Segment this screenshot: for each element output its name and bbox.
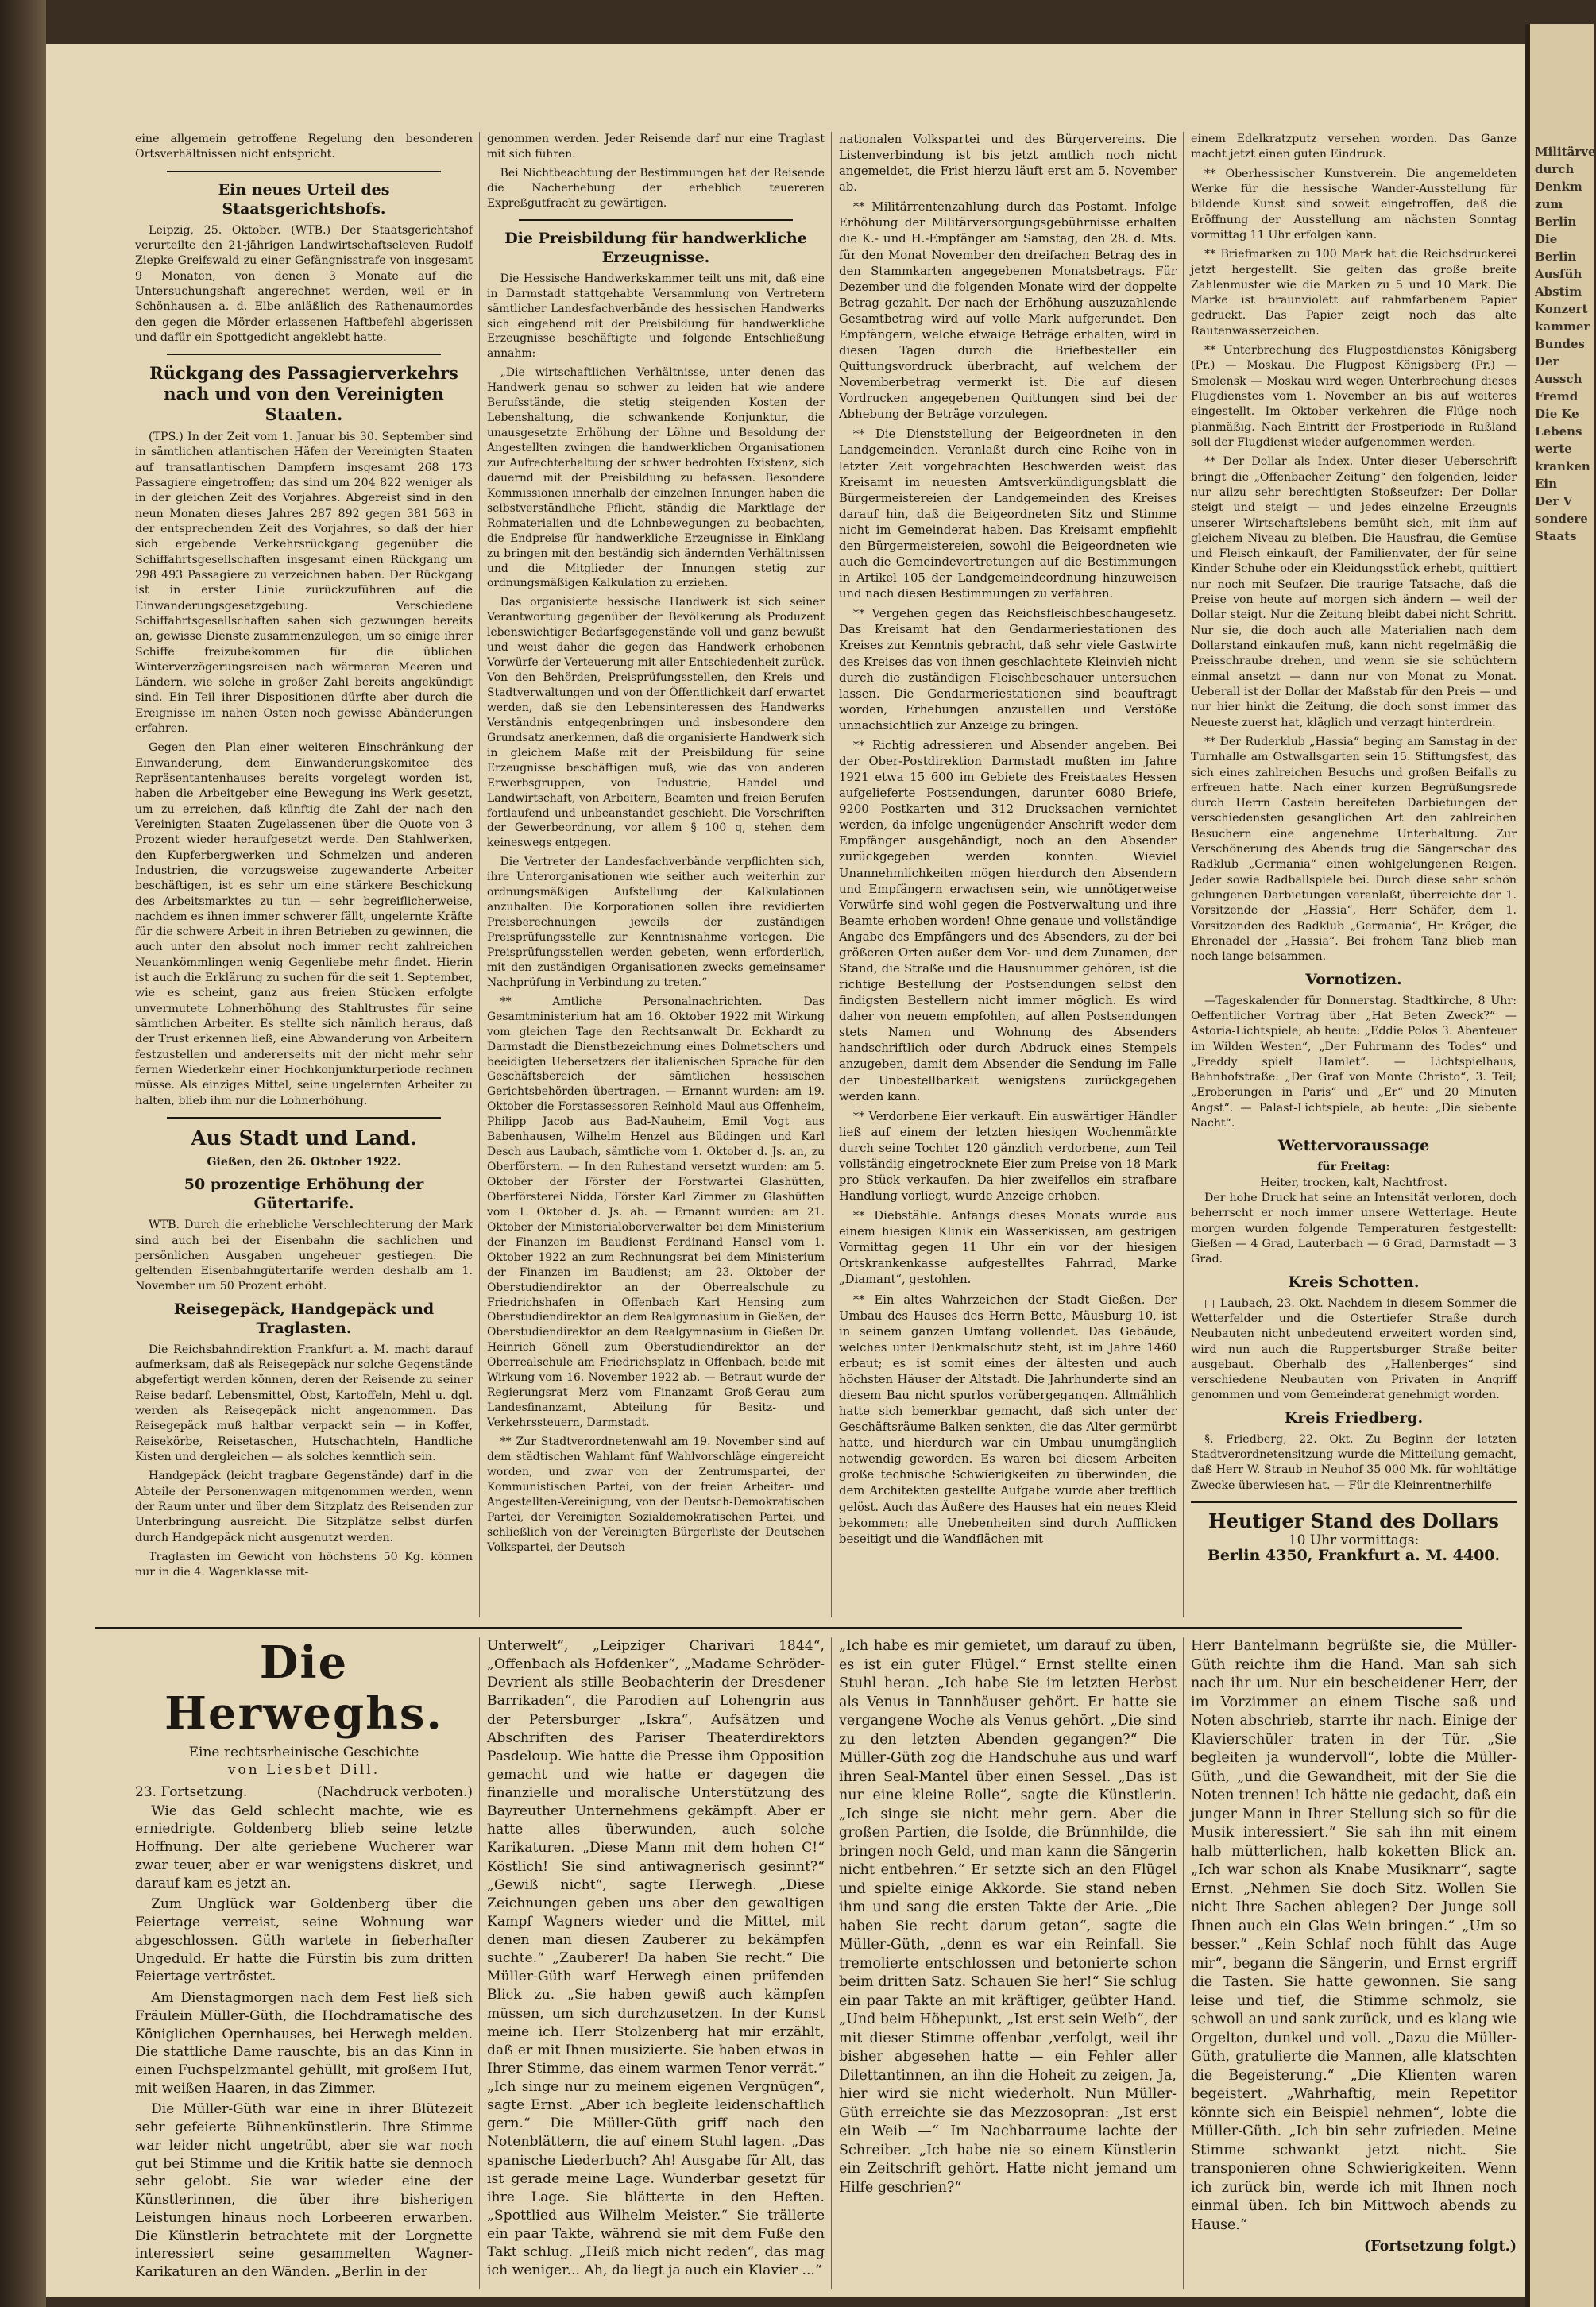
article-briefmarken: ** Briefmarken zu 100 Mark hat die Reichsdruckerei jetzt hergestellt. Sie gelten das große breite Zahlenmuster wie die Marken zu 5 und 10 Mark. Die Marke ist braunviolett auf rahmfarbenem Papier gedruckt. Das Papier zeigt noch das alte Rautenwasserzeichen. xyxy=(1191,248,1517,338)
lead-paragraph: eine allgemein getroffene Regelung den besonderen Ortsverhältnissen nicht entspricht. xyxy=(135,133,473,161)
headline-rueckgang: Rückgang des Passagierverkehrs nach und von den Vereinigten Staaten. xyxy=(149,363,458,425)
article-preisbildung-1: Die Hessische Handwerkskammer teilt uns mit, daß eine in Darmstadt stattgehabte Versammlung von Vertretern sämtlicher Landesfachverbände des hessischen Handwerks sich eingehend mit der Preisbildung für handwerkliche Erzeugnisse beschäftigte und folgende Entschließung annahm: xyxy=(487,272,825,361)
headline-kreis-schotten: Kreis Schotten. xyxy=(1288,1273,1420,1291)
serial-column-1 xyxy=(135,1637,473,2284)
article-guetertarife: WTB. Durch die erhebliche Verschlechterung der Mark sind auch bei der Eisenbahn die sachlichen und persönlichen Ausgaben ungeheuer gestiegen. Die geltenden Eisenbahngütertarife werden deshalb am 1. November um 50 Prozent erhöht. xyxy=(135,1219,473,1293)
serial-subtitle: Eine rechtsrheinische Geschichte xyxy=(188,1745,419,1760)
serial-paragraph: Herr Bantelmann begrüßte sie, die Müller-Güth reichte ihm die Hand. Man sah sich nach ihr um. Nur ein bescheidener Herr, der im Vorzimmer an einem Tische saß und Noten abschrieb, starrte ihr nach. Einige der Klavierschüler traten in der Tür. „Sie begleiten ja wundervoll“, lobte die Müller-Güth, „und die Gewandheit, mit der Sie die Noten trennen! Ich hätte nie gedacht, daß ein junger Mann in Ihrer Stellung sich so für die Musik interessiert.“ Sie sah ihn mit einem halb mütterlichen, halb koketten Blick an. „Ich war schon als Knabe Musiknarr“, sagte Ernst. „Nehmen Sie doch Sitz. Wollen Sie nicht Ihre Sachen ablegen? Der Junge soll Ihnen auch ein Glas Wein bringen.“ „Um so besser.“ „Kein Schlaf noch fühlt das Auge mir“, begann die Sängerin, und Ernst ergriff die Tasten. Sie hatte gewonnen. Sie sang leise und tief, die Stimme schmolz, sie schwoll an und sank zurück, und es klang wie Orgelton, dunkel und voll. „Dazu die Müller-Güth, gratulierte die Mannen, alle klatschten die Begeisterung.“ „Die Klienten waren begeistert. „Wahrhaftig, mein Repetitor könnte sich ein Beispiel nehmen“, lobte die Müller-Güth. „Ich bin sehr zufrieden. Meine Stimme schwankt jetzt nicht. Sie transponieren ohne Schwierigkeiten. Wenn ich zurück bin, werde ich mit Ihnen noch einmal üben. Ich bin Mittwoch abends zu Hause.“ xyxy=(1191,1638,1517,2233)
serial-paragraph: Die Müller-Güth war eine in ihrer Blütezeit sehr gefeierte Bühnenkünstlerin. Ihre Stimme war leider nicht ungetrübt, aber sie war noch gut bei Stimme und die Kritik hatte sie dennoch sehr gelobt. Sie war wieder eine der Künstlerinnen, die über ihre bisherigen Leistungen hinaus noch Lorbeeren erwarben. Die Künstlerin betrachtete mit der Lorgnette interessiert seine gesammelten Wagner-Karikaturen an den Wänden. „Berlin in der xyxy=(135,2100,473,2280)
serial-column-2 xyxy=(487,1637,825,2283)
serial-column-3 xyxy=(839,1637,1177,2201)
article-kunstverein: ** Oberhessischer Kunstverein. Die angemeldeten Werke für die hessische Wander-Ausstellung für bildende Kunst sind soweit eingetroffen, daß die Eröffnung der Ausstellung am nächsten Sonntag vormittag 11 Uhr erfolgen kann. xyxy=(1191,167,1517,242)
article-eier: ** Verdorbene Eier verkauft. Ein auswärtiger Händler ließ auf einem der letzten hiesigen Wochenmärkte durch seine Tochter 120 gänzlich verdorbene, zum Teil vollständig eingetrocknete Eier zum Preise von 18 Mark pro Stück verkaufen. Da hier zweifellos ein strafbare Handlung vorliegt, wurde Anzeige erhoben. xyxy=(839,1109,1177,1204)
column-4 xyxy=(1191,132,1517,1564)
article-laubach: □ Laubach, 23. Okt. Nachdem in diesem Sommer die Wetterfelder und die Ostertiefer Straße durch Neubauten nicht unbedeutend erweitert worden sind, wird nun auch die Ruppertsburger Straße beiter ausgebaut. Oberhalb des „Hallenberges“ sind verschiedene Neubauten von Privaten in Angriff genommen und vom Gemeinderat genehmigt worden. xyxy=(1191,1296,1517,1402)
column-rule xyxy=(519,219,793,221)
serial-paragraph: Unterwelt“, „Leipziger Charivari 1844“, „Offenbach als Hofdenker“, „Madame Schröder-Devrient als stille Beobachterin der Dresdener Barrikaden“, die Parodien auf Lohengrin aus der Petersburger „Iskra“, Aufsätzen und Abschriften des Pariser Theaterdirektors Pasdeloup. Wie hatte die Presse ihm Opposition gemacht und wie hatte er dagegen die finanzielle und moralische Unterstützung des Bayreuther Unternehmens gekämpft. Aber er hatte alles überwunden, auch solche Karikaturen. „Diese Mann mit dem hohen C!“ Köstlich! Sie sind antiwagnerisch gesinnt?“ „Gewiß nicht“, sagte Herwegh. „Diese Zeichnungen geben uns aber den gewaltigen Kampf Wagners wieder und die Mittel, mit denen man diesen Zauberer zu bekämpfen suchte.“ „Zauberer! Da haben Sie recht.“ Die Müller-Güth warf Herwegh einen prüfenden Blick zu. „Sie haben gewiß auch kämpfen müssen, um sich durchzusetzen. In der Kunst meine ich. Herr Stolzenberg hat mir erzählt, daß er mit Ihnen musizierte. Sie haben etwas in Ihrer Stimme, das einem warmen Tenor verrät.“ „Ich singe nur zu meinem eigenen Vergnügen“, sagte Ernst. „Aber ich begleite leidenschaftlich gern.“ Die Müller-Güth griff nach den Notenblättern, die auf einem Stuhl lagen. „Das spanische Liederbuch? Ah! Ausgabe für Alt, das ist gerade meine Lage. Wunderbar gesetzt für ihre Lage. Sie blätterte in den Heften. „Spottlied aus Wilhelm Meister.“ Sie trällerte ein paar Takte, während sie mit dem Fuße den Takt schlug. „Heiß mich nicht reden“, das mag ich weniger... Ah, da liegt ja auch ein Klavier ...“ xyxy=(487,1638,825,2279)
dateline: Gießen, den 26. Oktober 1922. xyxy=(207,1155,401,1169)
column-separator xyxy=(831,1637,832,2289)
article-adressieren: ** Richtig adressieren und Absender angeben. Bei der Ober-Postdirektion Darmstadt mußten im Jahre 1921 etwa 15 600 im Gebiete des Freistaates Hessen aufgelieferte Postsendungen, darunter 6080 Briefe, 9200 Postkarten und 312 Drucksachen vernichtet werden, da infolge ungenügender Anschrift weder dem Empfänger ausgehändigt, noch an den Absender zurückgegeben werden konnten. Wieviel Unannehmlichkeiten mögen hierdurch den Absendern und Empfängern erwachsen sein, wie unnötigerweise Vorwürfe sind wohl gegen die Postverwaltung und ihre Beamte erhoben worden! Ohne genaue und vollständige Angabe des Empfängers und des Absenders, zu der bei größeren Orten außer dem Vor- und dem Zunamen, der Stand, die Straße und die Hausnummer gehören, ist die richtige Bestellung der Postsendungen selbst den findigsten Bestellern nicht immer möglich. Es wird daher von neuem empfohlen, auf allen Postsendungen stets Namen und Wohnung des Absenders handschriftlich oder durch Abdruck eines Stempels anzugeben, damit dem Absender die Sendung im Falle der Unbestellbarkeit wenigstens zurückgegeben werden kann. xyxy=(839,738,1177,1103)
headline-kreis-friedberg: Kreis Friedberg. xyxy=(1284,1409,1424,1427)
article-ruderklub: ** Der Ruderklub „Hassia“ beging am Samstag in der Turnhalle am Ostwallsgarten sein 15. Stiftungsfest, das sich eines zahlreichen Besuchs und großen Beifalls zu erfreuen hatte. Nach einer kurzen Begrüßungsrede durch Herrn Castein bereiteten Darbietungen der verschiedensten gesanglichen Art den zahlreichen Besuchern eine angenehme Unterhaltung. Zur Verschönerung des Abends trug die Sängerschar des Radklub „Germania“ einen wohlgelungenen Reigen. Jeder sowie Radballspiele bei. Durch diese sehr schön gelungenen Darbietungen veranlaßt, überreichte der 1. Vorsitzende der „Hassia“, Herr Schäfer, dem 1. Vorsitzenden des Radklub „Germania“, Hr. Kröger, die Ehrenadel der „Hassia“. Bei frohem Tanz blieb man noch lange beisammen. xyxy=(1191,735,1517,964)
serial-continued: (Fortsetzung folgt.) xyxy=(1363,2239,1517,2255)
headline-preisbildung: Die Preisbildung für handwerkliche Erzeugnisse. xyxy=(504,229,807,266)
dollar-title: Heutiger Stand des Dollars xyxy=(1208,1509,1499,1532)
headline-urteil: Ein neues Urteil des Staatsgerichtshofs. xyxy=(218,180,390,218)
article-dollar-index: ** Der Dollar als Index. Unter dieser Ueberschrift bringt die „Offenbacher Zeitung“ den folgenden, leider nur allzu sehr berechtigten Stoßseufzer: Der Dollar steigt und steigt — und jedes einzelne Erzeugnis unserer Wirtschaftslebens bemüht sich, mit ihm auf gleichem Niveau zu bleiben. Die Hausfrau, die Gemüse und Fleisch einkauft, der Familienvater, der für seine Kinder Schuhe oder ein Kleidungsstück erhebt, quittiert nur noch mit Seufzer. Die traurige Tatsache, daß die Preise von heute auf morgen sich ändern — weil der Dollar steigt. Nur die Zeitung bleibt dabei nicht Schritt. Nur sie, die doch auch alle Materialien nach dem Dollarstand einkaufen muß, kann nicht regelmäßig die Preisschraube drehen, und wenn sie sie schüchtern einmal ansetzt — dann nur von Monat zu Monat. Ueberall ist der Dollar der Maßstab für den Preis — und nur hier hinkt die Zeitung, die doch sonst immer das Neueste zuerst hat, kläglich und verzagt hinterdrein. xyxy=(1191,455,1517,729)
column-separator xyxy=(1183,132,1184,1617)
article-wetter: Der hohe Druck hat seine an Intensität verloren, doch beherrscht er noch immer unsere Wetterlage. Heute morgen wurden folgende Temperaturen festgestellt: Gießen — 4 Grad, Lauterbach — 6 Grad, Darmstadt — 3 Grad. xyxy=(1191,1192,1517,1266)
continued-text: genommen werden. Jeder Reisende darf nur eine Traglast mit sich führen. xyxy=(487,133,825,160)
article-beigeordnete: ** Die Dienststellung der Beigeordneten in den Landgemeinden. Veranlaßt durch eine Reihe von in letzter Zeit vorgebrachten Beschwerden weist das Kreisamt im neuesten Amtsverkündigungsblatt die Bürgermeistereien der Landgemeinden des Kreises darauf hin, daß die Beigeordneten Sitz und Stimme nicht im Gemeinderat haben. Das Kreisamt empfiehlt den Bürgermeistereien, sowohl die Beigeordneten wie auch die Gemeindevertretungen auf die Bestimmungen in Artikel 105 der Landgemeindeordnung hinzuweisen und nach diesen Bestimmungen zu verfahren. xyxy=(839,427,1177,601)
continued-text: einem Edelkratzputz versehen worden. Das Ganze macht jetzt einen guten Eindruck. xyxy=(1191,133,1517,161)
headline-wetter: Wettervoraussage xyxy=(1277,1137,1430,1155)
headline-vornotizen: Vornotizen. xyxy=(1305,970,1402,988)
section-title-stadt-und-land: Aus Stadt und Land. xyxy=(191,1126,417,1150)
article-preisbildung-3: Das organisierte hessische Handwerk ist sich seiner Verantwortung gegenüber der Bevölkerung als Produzent lebenswichtiger Bedarfsgegenstände voll und ganz bewußt und weist daher die gegen das Handwerk erhobenen Vorwürfe der Verteuerung mit aller Entschiedenheit zurück. Von den Behörden, Preisprüfungsstellen, den Kreis- und Stadtverwaltungen und von der Öffentlichkeit darf erwartet werden, daß sie den Lebensinteressen des Handwerks Verständnis entgegenbringen und insbesondere den Grundsatz anerkennen, daß die organisierte Handwerk sich in gleichem Maße mit der Preisbildung für seine Erzeugnisse beschäftigen muß, wie das von anderen Erwerbsgruppen, von Industrie, Handel und Landwirtschaft, von Arbeitern, Beamten und freien Berufen fortlaufend und unbeanstandet geschieht. Die Vorschriften der Gewerbeordnung, vor allem § 100 q, stehen dem keineswegs entgegen. xyxy=(487,596,825,850)
serial-paragraph: Wie das Geld schlecht machte, wie es erniedrigte. Goldenberg blieb seine letzte Hoffnung. Der alte geriebene Wucherer war zwar teuer, aber er war wenigstens diskret, und darauf kam es jetzt an. xyxy=(135,1802,473,1891)
article-friedberg: §. Friedberg, 22. Okt. Zu Beginn der letzten Stadtverordnetensitzung wurde die Mitteilung gemacht, daß Herr W. Straub in Neuhof 35 000 Mk. für wohltätige Zwecke überwiesen hat. — Für die Kleinrentnerhilfe xyxy=(1191,1432,1517,1492)
article-rueckgang-2: Gegen den Plan einer weiteren Einschränkung der Einwanderung, dem Einwanderungskomitee des Repräsentantenhauses bereits vorgelegt worden ist, haben die Arbeitgeber eine Bewegung ins Werk gesetzt, um zu erreichen, daß künftig die Zahl der nach den Vereinigten Staaten Zugelassenen über die Quote von 3 Prozent wieder heraufgesetzt werde. Den Stahlwerken, den Kupferbergwerken und Schmelzen und anderen Industrien, die vorzugsweise zugewanderte Arbeiter beschäftigen, ist es sehr um eine stärkere Beschickung des Arbeitsmarktes zu tun — sehr begreiflicherweise, nachdem es ihnen immer schwerer fällt, ungelernte Kräfte für die schwere Arbeit in ihren Betrieben zu gewinnen, die auch unter den absolut noch immer recht zahlreichen Neuankömmlingen wenig Gegenliebe mehr findet. Hierin ist auch die Erklärung zu suchen für die seit 1. September, wie es scheint, ganz aus freien Stücken erfolgte unvermutete Lohnerhöhung des Stahltrustes für seine sämtlichen Arbeiter. Es stellte sich nämlich heraus, daß der Trust erkennen ließ, eine Abwanderung von Arbeitern festzustellen und andererseits mit der nicht mehr sehr fernen Wiederkehr einer Hochkonjunkturperiode rechnen müsse. Als einziges Mittel, seine ungelernten Arbeiter zu halten, blieb ihm nur die Lohnerhöhung. xyxy=(135,741,473,1107)
serial-title: Die Herweghs. xyxy=(164,1637,443,1740)
headline-reisegepaeck: Reisegepäck, Handgepäck und Traglasten. xyxy=(173,1300,435,1337)
article-urteil: Leipzig, 25. Oktober. (WTB.) Der Staatsgerichtshof verurteilte den 21-jährigen Landwirtschaftseleven Rudolf Ziepke-Greifswald zu einer Gefängnisstrafe von insgesamt 9 Monaten, von denen 3 Monate auf die Untersuchungshaft angerechnet werden, weil er in Schönhausen a. d. Elbe anläßlich des Rathenaumordes den gegen die Mörder erlassenen Haftbefehl abgerissen und dafür ein Spottgedicht angeklebt hatte. xyxy=(135,223,473,344)
column-rule xyxy=(167,1117,441,1119)
serial-author: von Liesbet Dill. xyxy=(227,1762,381,1778)
column-separator xyxy=(479,1637,480,2289)
serial-paragraph: Zum Unglück war Goldenberg über die Feiertage verreist, seine Wohnung war abgeschlossen. Güth wartete in fieberhafter Ungeduld. Er hatte die Fürstin bis zum dritten Feiertage vertröstet. xyxy=(135,1895,473,1984)
article-militaerrente: ** Militärrentenzahlung durch das Postamt. Infolge Erhöhung der Militärversorgungsgebührnisse erhalten die K.- und H.-Empfänger am Samstag, den 28. d. Mts. für den Monat November den dreifachen Betrag des in den Stammkarten angegebenen Monatsbetrags. Für Dezember und die folgenden Monate wird der doppelte Betrag gezahlt. Der nach der Erhöhung auszuzahlende Gesamtbetrag wird auf volle Mark aufgerundet. Den Empfängern, welche etwaige Beträge erhalten, wird in diesen Tagen durch die Briefbesteller ein Quittungsvordruck überbracht, auf welchem der Novemberbetrag vermerkt ist. Die auf diesen Vordrucken angegebenen Quittungen sind bei der Abhebung der Beträge vorzulegen. xyxy=(839,200,1177,422)
article-flugpost: ** Unterbrechung des Flugpostdienstes Königsberg (Pr.) — Moskau. Die Flugpost Königsberg (Pr.) — Smolensk — Moskau wird wegen Unterbrechung dieses Flugdienstes vom 1. November an bis auf weiteres eingestellt. Im Oktober verkehren die Flüge noch planmäßig. Nach Eintritt der Frostperiode in Rußland soll der Flugdienst wieder aufgenommen werden. xyxy=(1191,344,1517,449)
article-diebstaehle: ** Diebstähle. Anfangs dieses Monats wurde aus einem hiesigen Klinik ein Wasserkissen, am gestrigen Vormittag gegen 11 Uhr ein vor der hiesigen Ortskrankenkasse aufgestelltes Fahrrad, Marke „Diamant“, gestohlen. xyxy=(839,1209,1177,1287)
wetter-forecast: Heiter, trocken, kalt, Nachtfrost. xyxy=(1260,1176,1447,1189)
article-tageskalender: —Tageskalender für Donnerstag. Stadtkirche, 8 Uhr: Oeffentlicher Vortrag über „Hat Beten Zweck?“ — Astoria-Lichtspiele, ab heute: „Eddie Polos 3. Abenteuer im Wilden Westen“, „Der Fuhrmann des Todes“ und „Freddy spielt Hamlet“. — Lichtspielhaus, Bahnhofstraße: „Der Graf von Monte Christo“, 3. Teil; „Eroberungen in Paris“ und „Er“ und 20 Minuten Angst“. — Palast-Lichtspiele, ab heute: „Die siebente Nacht“. xyxy=(1191,994,1517,1130)
article-personalnachrichten: ** Amtliche Personalnachrichten. Das Gesamtministerium hat am 16. Oktober 1922 mit Wirkung vom gleichen Tage den Rechtsanwalt Dr. Eckhardt zu Darmstadt die Dienstbezeichnung eines Dolmetschers und beeidigten Uebersetzers der italienischen Sprache für den Geschäftsbereich der sämtlichen hessischen Gerichtsbehörden übertragen. — Ernannt wurden: am 19. Oktober die Forstassessoren Reinhold Maul aus Offenheim, Philipp Jacob aus Bad-Nauheim, Emil Vogt aus Babenhausen, Wilhelm Henzel aus Büdingen und Karl Desch aus Laubach, sämtliche vom 1. Oktober d. Js. an, zu Oberförstern. — In den Ruhestand versetzt wurden: am 5. Oktober der Förster der Forstwartei Glashütten, Oberförsterei Nidda, Förster Karl Zimmer zu Glashütten vom 1. Oktober d. Js. ab. — Ernannt wurden: am 21. Oktober der Ministerialoberverwalter bei dem Ministerium der Finanzen im Baudienst Ferdinand Hansel vom 1. Oktober 1922 an zum Rechnungsrat bei dem Ministerium der Finanzen im Baudienst; am 23. Oktober der Oberstudiendirektor an der Oberrealschule zu Friedrichshafen in Offenbach Karl Hensing zum Oberstudiendirektor an dem Realgymnasium in Gießen, der Oberstudiendirektor an dem Realgymnasium in Gießen Dr. Heinrich Gönell zum Oberstudiendirektor an der Oberrealschule am Friedrichsplatz in Offenbach, beide mit Wirkung vom 16. November 1922 ab. — Betraut wurde der Regierungsrat Merz vom Finanzamt Groß-Gerau zum Landesfinanzamt, Abteilung für Besitz- und Verkehrssteuern, Darmstadt. xyxy=(487,995,825,1429)
scan-binding-edge xyxy=(0,0,46,2307)
column-rule xyxy=(167,354,441,355)
article-rueckgang-1: (TPS.) In der Zeit vom 1. Januar bis 30. September sind in sämtlichen atlantischen Häfen der Vereinigten Staaten auf transatlantischen Dampfern insgesamt 268 173 Passagiere eingetroffen; das sind um 204 822 weniger als in der gleichen Zeit des Vorjahres. Abgereist sind in den neun Monaten dieses Jahres 287 892 gegen 381 563 in der entsprechenden Zeit des Vorjahres, so daß der hier sich ergebende Verkehrsrückgang gegenüber die Schiffahrtsgesellschaften insgesamt einen Rückgang um 298 493 Passagiere zu verzeichnen haben. Der Rückgang ist in erster Linie zurückzuführen auf die Einwanderungsgesetzgebung. Verschiedene Schiffahrtsgesellschaften sahen sich gezwungen bereits an, gewisse Dienste zusammenzulegen, um so einige ihrer Schiffe freizubekommen für die üblichen Winterverzögerungsreisen nach wärmeren Meeren und Ländern, wie solche in großer Zahl bereits angekündigt sind. Ein Teil ihrer Dispositionen dürfte aber durch die Ereignisse im nahen Osten noch gewisse Abänderungen erfahren. xyxy=(135,431,473,736)
serial-paragraph: „Ich habe es mir gemietet, um darauf zu üben, es ist ein guter Flügel.“ Ernst stellte einen Stuhl heran. „Ich habe Sie im letzten Herbst als Venus in Tannhäuser gehört. Er hatte sie vergangene Woche als Venus gehört. „Die sind zu den letzten Abenden gegangen?“ Die Müller-Güth zog die Handschuhe aus und warf ihren Seal-Mantel über einen Sessel. „Das ist nur eine kleine Rolle“, sagte die Künstlerin. „Ich singe sie nicht mehr gern. Aber die großen Partien, die Isolde, die Brünnhilde, die bringen noch Geld, und man kann die Sängerin nicht entbehren.“ Er setzte sich an den Flügel und spielte einige Akkorde. Sie stand neben ihm und sang die ersten Takte der Arie. „Die haben Sie recht darum getan“, sagte die Müller-Güth, „denn es war ein Reinfall. Sie tremolierte entschlossen und betonierte schon beim dritten Satz. Schauen Sie her!“ Sie schlug ein paar Takte an mit kräftiger, geübter Hand. „Und beim Höhepunkt, „Ist erst sein Weib“, der mit dieser Stimme offenbar ‚verfolgt, weil ihr bisher abgesehen hatte — ein Fehler aller Dilettantinnen, an ihn die Hoheit zu zeigen, Ja, hier wird sie nicht wiederholt. Nun Müller-Güth erreichte sie das Mezzosopran: „Ist erst ein Weib —“ Im Nachbarraume lachte der Schreiber. „Ich habe nie so einem Künstlerin ein Zeitschrift gehört. Hatte nicht jemand um Hilfe geschrien?“ xyxy=(839,1638,1177,2196)
newspaper-page xyxy=(46,44,1525,2297)
continued-text: nationalen Volkspartei und des Bürgervereins. Die Listenverbindung ist bis jetzt amtlich noch nicht angemeldet, die Frist hierzu läuft erst am 5. November ab. xyxy=(839,133,1177,195)
adjacent-page-text: Militärve durch Denkm zum Berlin Die Berlin Ausfüh Abstim Konzert kammer Bundes Der Aussch Fremd Die Ke Lebens werte kranken Ein Der V sondere Staats xyxy=(1535,145,1596,543)
headline-guetertarife: 50 prozentige Erhöhung der Gütertarife. xyxy=(184,1176,424,1213)
wetter-subtitle: für Freitag: xyxy=(1317,1161,1390,1174)
article-stadtverordnetenwahl: ** Zur Stadtverordnetenwahl am 19. November sind auf dem städtischen Wahlamt fünf Wahlvorschläge eingereicht worden, und zwar von der Zentrumspartei, der Kommunistischen Partei, von der freien Arbeiter- und Angestellten-Vereinigung, von der Deutsch-Demokratischen Partei, der Vereinigten Sozialdemokratischen Partei, und schließlich von der Vereinigten Bürgerliste der Deutschen Volkspartei, der Deutsch- xyxy=(487,1435,825,1554)
column-rule xyxy=(167,171,441,172)
dollar-values: Berlin 4350, Frankfurt a. M. 4400. xyxy=(1207,1547,1501,1565)
article-reisegepaeck-2: Handgepäck (leicht tragbare Gegenstände) darf in die Abteile der Personenwagen mitgenommen werden, wenn der Raum unter und über dem Sitzplatz des Reisenden zur Unterbringung ausreicht. Die Sitzplätze selbst dürfen durch Handgepäck nicht ausgenutzt werden. xyxy=(135,1470,473,1544)
column-separator xyxy=(831,132,832,1617)
article-reisegepaeck-3: Traglasten im Gewicht von höchstens 50 Kg. können nur in die 4. Wagenklasse mit- xyxy=(135,1550,473,1579)
column-2 xyxy=(487,132,825,1559)
column-separator xyxy=(1183,1637,1184,2289)
feuilleton-divider xyxy=(95,1627,1462,1629)
serial-part-row xyxy=(135,1783,473,1802)
article-preisbildung-4: Die Vertreter der Landesfachverbände verpflichten sich, ihre Unterorganisationen wie seither auch weiterhin zur ordnungsmäßigen Aufstellung der Kalkulationen anzuhalten. Die Korporationen sollen ihre revidierten Preisberechnungen jeweils der zuständigen Preisprüfungsstelle zur Kenntnisnahme vorlegen. Die Preisprüfungsstellen werden gebeten, wenn erforderlich, mit den zuständigen Organisationen zwecks gemeinsamer Nachprüfung in Verbindung zu treten.“ xyxy=(487,856,825,989)
serial-column-4 xyxy=(1191,1637,1517,2257)
column-separator xyxy=(479,132,480,1617)
article-reisegepaeck-1: Die Reichsbahndirektion Frankfurt a. M. macht darauf aufmerksam, daß als Reisegepäck nur solche Gegenstände abgefertigt werden können, deren der Reisende zu seiner Reise bedarf. Lebensmittel, Obst, Kartoffeln, Mehl u. dgl. werden als Reisegepäck nicht angenommen. Das Reisegepäck muß haltbar verpackt sein — in Koffer, Reisekörbe, Reisetaschen, Hutschachteln, Handliche Kisten und dergleichen — als solches kenntlich sein. xyxy=(135,1343,473,1463)
serial-rights: (Nachdruck verboten.) xyxy=(316,1784,473,1800)
dollar-rate-box xyxy=(1191,1501,1517,1564)
article-wahrzeichen: ** Ein altes Wahrzeichen der Stadt Gießen. Der Umbau des Hauses des Herrn Bette, Mäusburg 10, ist in seinem ganzen Umfang vollendet. Das Gebäude, welches unter Denkmalschutz steht, ist im Jahre 1460 erbaut; es ist somit eines der ältesten und auch höchsten Häuser der Altstadt. Die Jahrhunderte sind an diesem Bau nicht spurlos vorübergegangen. Allmählich hatte sich bemerkbar gemacht, daß sich unter der Geschäftsräume Balken senkten, die das Alter germürbt hatte, und hierdurch war ein Umbau unumgänglich notwendig geworden. Es waren bei diesem Arbeiten große technische Schwierigkeiten zu überwinden, die dem Architekten gestellte Aufgabe wurde aber trefflich gelöst. Auch das Äußere des Hauses hat ein neues Kleid bekommen; alle Unebenheiten sind durch Aufflicken beseitigt und die Wandflächen mit xyxy=(839,1293,1177,1546)
serial-part: 23. Fortsetzung. xyxy=(135,1784,248,1800)
continued-text-2: Bei Nichtbeachtung der Bestimmungen hat der Reisende die Nacherhebung der erheblich teuereren Expreßgutfracht zu gewärtigen. xyxy=(487,166,825,210)
serial-paragraph: Am Dienstagmorgen nach dem Fest ließ sich Fräulein Müller-Güth, die Hochdramatische des Königlichen Opernhauses, bei Herwegh melden. Die stattliche Dame rauschte, bis an das Kinn in einen Fuchspelzmantel gehüllt, mit großem Hut, mit weißen Haaren, in das Zimmer. xyxy=(135,1989,473,2096)
adjacent-page-fragment xyxy=(1525,24,1594,2307)
dollar-time: 10 Uhr vormittags: xyxy=(1288,1532,1420,1548)
article-preisbildung-2: „Die wirtschaftlichen Verhältnisse, unter denen das Handwerk genau so schwer zu leiden hat wie andere Berufsstände, die stetig steigenden Kosten der Lebenshaltung, die schwankende Konjunktur, die unausgesetzte Erhöhung der Löhne und Besoldung der Angestellten zwingen die handwerklichen Organisationen zur Aufrechterhaltung der schwer bedrohten Existenz, sich dauernd mit der Preisbildung zu befassen. Besondere Kommissionen innerhalb der einzelnen Innungen haben die selbstverständliche Pflicht, ständig die Marktlage der Rohmaterialien und die Lohnbewegungen zu beobachten, die Endpreise für handwerkliche Erzeugnisse in Einklang zu bringen mit den beständig sich ändernden Verhältnissen und die Mitglieder der Innungen stetig zur ordnungsmäßigen Kalkulation zu erziehen. xyxy=(487,366,825,590)
column-1 xyxy=(135,132,473,1584)
article-fleischbeschau: ** Vergehen gegen das Reichsfleischbeschaugesetz. Das Kreisamt hat den Gendarmeriestationen des Kreises zur Kenntnis gebracht, daß sehr viele Gastwirte des Kreises das von ihnen geschlachtete Kleinvieh nicht durch die zuständigen Fleischbeschauer untersuchen lassen. Die Gendarmeriestationen sind beauftragt worden, Erhebungen anzustellen und Verstöße unnachsichtlich zur Anzeige zu bringen. xyxy=(839,607,1177,732)
column-3 xyxy=(839,132,1177,1552)
